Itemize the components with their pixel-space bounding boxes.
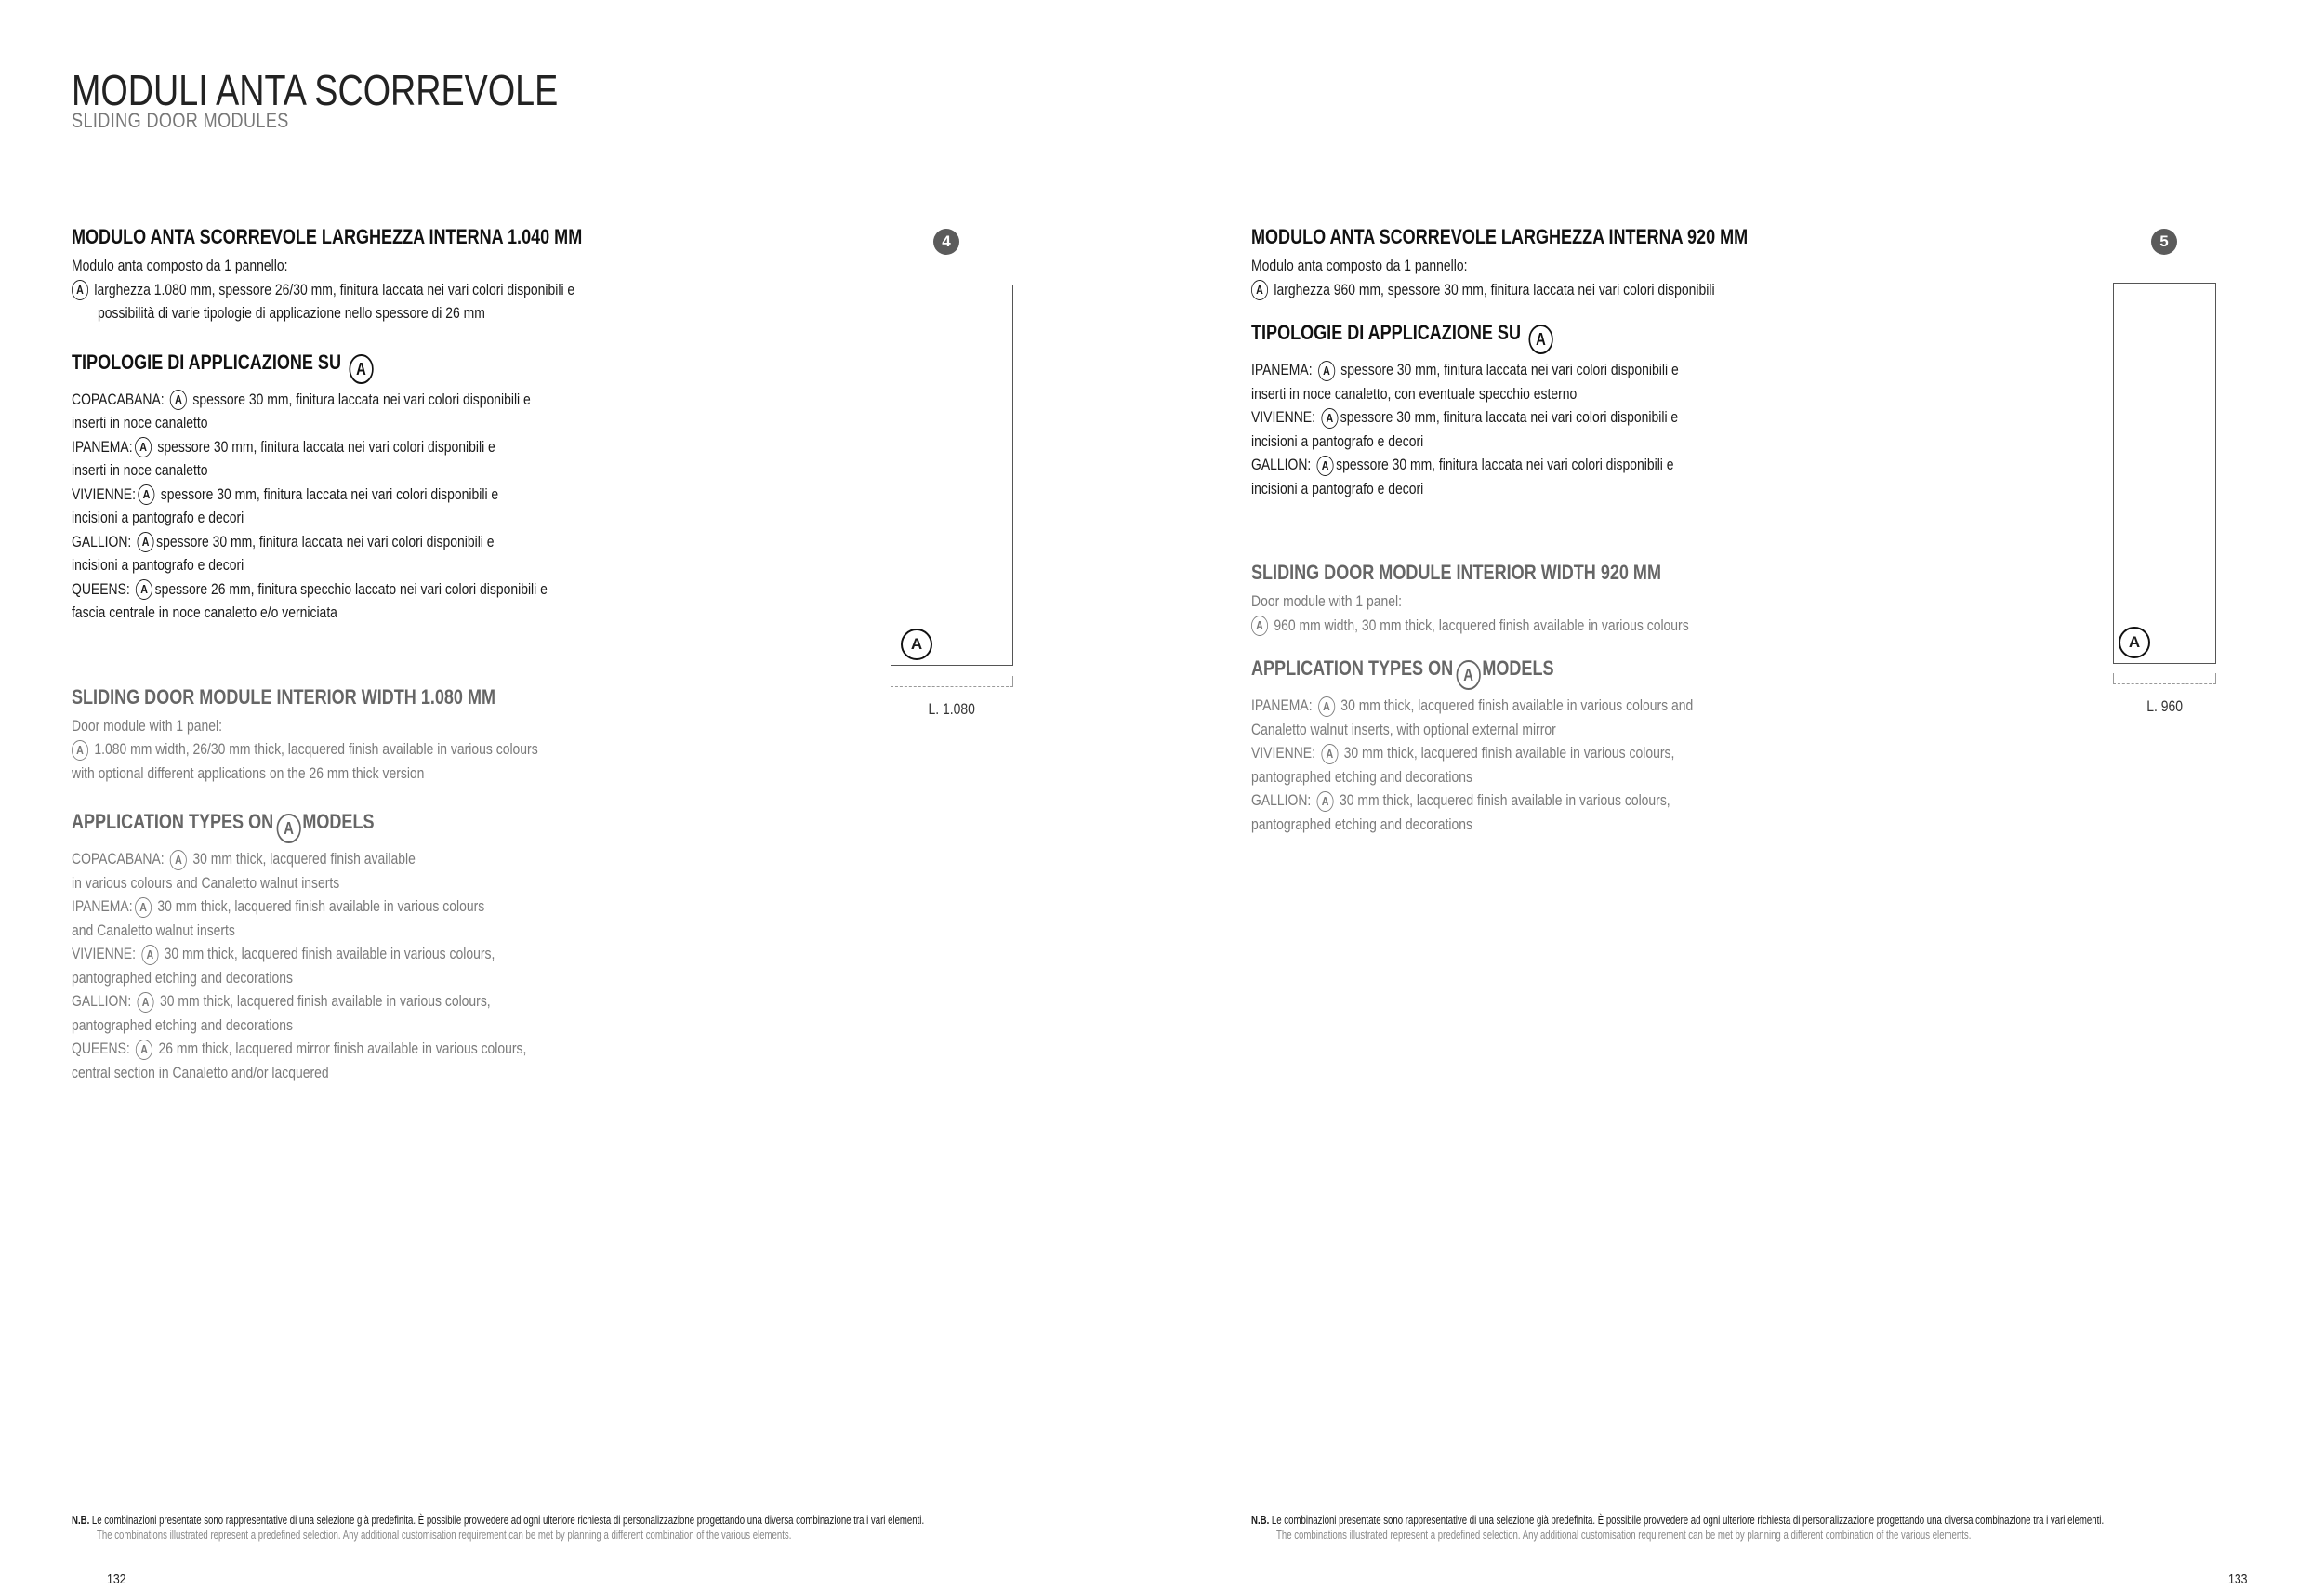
- page-subtitle: SLIDING DOOR MODULES: [72, 109, 289, 132]
- left-footnote: N.B. Le combinazioni presentate sono rappresentative di una selezione già predefinita. È possibile provvedere ad ogni ulteriore richiesta di personalizzazione progettando una diversa combinazione tra i vari elementi. The combinations illustrated represent a predefined selection. Any additional customisation requirement can be met by planning a different combination of the various elements.: [72, 1513, 925, 1542]
- list-item: IPANEMA: A 30 mm thick, lacquered finish available in various colours: [72, 894, 722, 919]
- panel-a-symbol: A: [72, 280, 88, 300]
- left-types-list-it: COPACABANA: A spessore 30 mm, finitura laccata nei vari colori disponibili e inserti in noce canaletto IPANEMA: A spessore 30 mm, finitura laccata nei vari colori disponibili e inserti in noce canaletto VIVIENNE: A spessore 30 mm, finitura laccata nei vari colori disponibili e incisioni a pantografo e decori GALLION: A spessore 30 mm, finitura laccata nei vari colori disponibili e incisioni a pantografo e decori QUEENS: A spessore 26 mm, finitura specchio laccato nei vari colori disponibili e fascia centrale in noce canaletto e/o verniciata: [72, 388, 722, 625]
- dimension-label: L. 1.080: [928, 700, 976, 718]
- list-item: VIVIENNE: A 30 mm thick, lacquered finish available in various colours,: [1251, 741, 1902, 765]
- page-number-left: 132: [107, 1571, 126, 1587]
- panel-a-symbol: A: [901, 629, 932, 660]
- list-item: COPACABANA: A 30 mm thick, lacquered finish available: [72, 847, 722, 871]
- list-item: IPANEMA: A 30 mm thick, lacquered finish available in various colours and: [1251, 694, 1902, 718]
- door-panel-diagram: [891, 285, 1013, 666]
- list-item: GALLION: A spessore 30 mm, finitura laccata nei vari colori disponibili e: [72, 530, 722, 554]
- left-description-it: Modulo anta composto da 1 pannello: A larghezza 1.080 mm, spessore 26/30 mm, finitura laccata nei vari colori disponibili e possibilità di varie tipologie di applicazione nello spessore di 26 mm: [72, 257, 575, 322]
- page-title: MODULI ANTA SCORREVOLE: [72, 66, 559, 114]
- page-number-right: 133: [2228, 1571, 2248, 1587]
- list-item: IPANEMA: A spessore 30 mm, finitura laccata nei vari colori disponibili e: [72, 435, 722, 459]
- dimension-label: L. 960: [2146, 697, 2183, 715]
- left-types-heading-it: TIPOLOGIE DI APPLICAZIONE SU A: [72, 350, 722, 384]
- list-item: GALLION: A spessore 30 mm, finitura laccata nei vari colori disponibili e: [1251, 453, 1902, 477]
- panel-a-symbol: A: [2119, 627, 2150, 658]
- list-item: QUEENS: A spessore 26 mm, finitura specchio laccato nei vari colori disponibili e: [72, 577, 722, 602]
- right-description-en: Door module with 1 panel: A 960 mm width, 30 mm thick, lacquered finish available in various colours: [1251, 590, 1902, 637]
- dimension-line: [891, 676, 1013, 687]
- left-text-column: [72, 224, 722, 1084]
- right-description-it: Modulo anta composto da 1 pannello: A larghezza 960 mm, spessore 30 mm, finitura laccata nei vari colori disponibili: [1251, 254, 1902, 301]
- left-heading-en: SLIDING DOOR MODULE INTERIOR WIDTH 1.080 MM: [72, 684, 496, 709]
- dimension-line: [2113, 673, 2216, 684]
- right-types-heading-it: TIPOLOGIE DI APPLICAZIONE SU A: [1251, 320, 1902, 354]
- list-item: GALLION: A 30 mm thick, lacquered finish available in various colours,: [1251, 788, 1902, 813]
- door-panel-diagram: [2113, 283, 2216, 664]
- list-item: VIVIENNE: A 30 mm thick, lacquered finish available in various colours,: [72, 942, 722, 966]
- right-heading-it: MODULO ANTA SCORREVOLE LARGHEZZA INTERNA 920 MM: [1251, 225, 1749, 248]
- right-types-list-it: IPANEMA: A spessore 30 mm, finitura laccata nei vari colori disponibili e inserti in noce canaletto, con eventuale specchio esterno VIVIENNE: A spessore 30 mm, finitura laccata nei vari colori disponibili e incisioni a pantografo e decori GALLION: A spessore 30 mm, finitura laccata nei vari colori disponibili e incisioni a pantografo e decori: [1251, 358, 1902, 500]
- left-description-en: Door module with 1 panel: A 1.080 mm width, 26/30 mm thick, lacquered finish available in various colours with optional different applications on the 26 mm thick version: [72, 716, 538, 782]
- left-types-heading-en: APPLICATION TYPES ON A MODELS: [72, 809, 722, 843]
- list-item: COPACABANA: A spessore 30 mm, finitura laccata nei vari colori disponibili e: [72, 388, 722, 412]
- right-types-list-en: IPANEMA: A 30 mm thick, lacquered finish available in various colours and Canaletto walnut inserts, with optional external mirror VIVIENNE: A 30 mm thick, lacquered finish available in various colours, pantographed etching and decorations GALLION: A 30 mm thick, lacquered finish available in various colours, pantographed etching and decorations: [1251, 694, 1902, 836]
- list-item: QUEENS: A 26 mm thick, lacquered mirror finish available in various colours,: [72, 1037, 722, 1061]
- panel-a-symbol: A: [349, 354, 373, 384]
- module-number-badge: 4: [933, 229, 959, 255]
- right-types-heading-en: APPLICATION TYPES ON A MODELS: [1251, 656, 1902, 690]
- left-heading-it: MODULO ANTA SCORREVOLE LARGHEZZA INTERNA 1.040 MM: [72, 225, 583, 248]
- list-item: GALLION: A 30 mm thick, lacquered finish available in various colours,: [72, 989, 722, 1014]
- right-text-column: [1251, 224, 1902, 836]
- right-footnote: N.B. Le combinazioni presentate sono rappresentative di una selezione già predefinita. È possibile provvedere ad ogni ulteriore richiesta di personalizzazione progettando una diversa combinazione tra i vari elementi. The combinations illustrated represent a predefined selection. Any additional customisation requirement can be met by planning a different combination of the various elements.: [1251, 1513, 2105, 1542]
- module-number-badge: 5: [2151, 229, 2177, 255]
- list-item: IPANEMA: A spessore 30 mm, finitura laccata nei vari colori disponibili e: [1251, 358, 1902, 382]
- left-types-list-en: COPACABANA: A 30 mm thick, lacquered finish available in various colours and Canaletto walnut inserts IPANEMA: A 30 mm thick, lacquered finish available in various colours and Canaletto walnut inserts VIVIENNE: A 30 mm thick, lacquered finish available in various colours, pantographed etching and decorations GALLION: A 30 mm thick, lacquered finish available in various colours, pantographed etching and decorations QUEENS: A 26 mm thick, lacquered mirror finish available in various colours, central section in Canaletto and/or lacquered: [72, 847, 722, 1084]
- list-item: VIVIENNE: A spessore 30 mm, finitura laccata nei vari colori disponibili e: [72, 483, 722, 507]
- list-item: VIVIENNE: A spessore 30 mm, finitura laccata nei vari colori disponibili e: [1251, 405, 1902, 430]
- right-heading-en: SLIDING DOOR MODULE INTERIOR WIDTH 920 MM: [1251, 561, 1661, 584]
